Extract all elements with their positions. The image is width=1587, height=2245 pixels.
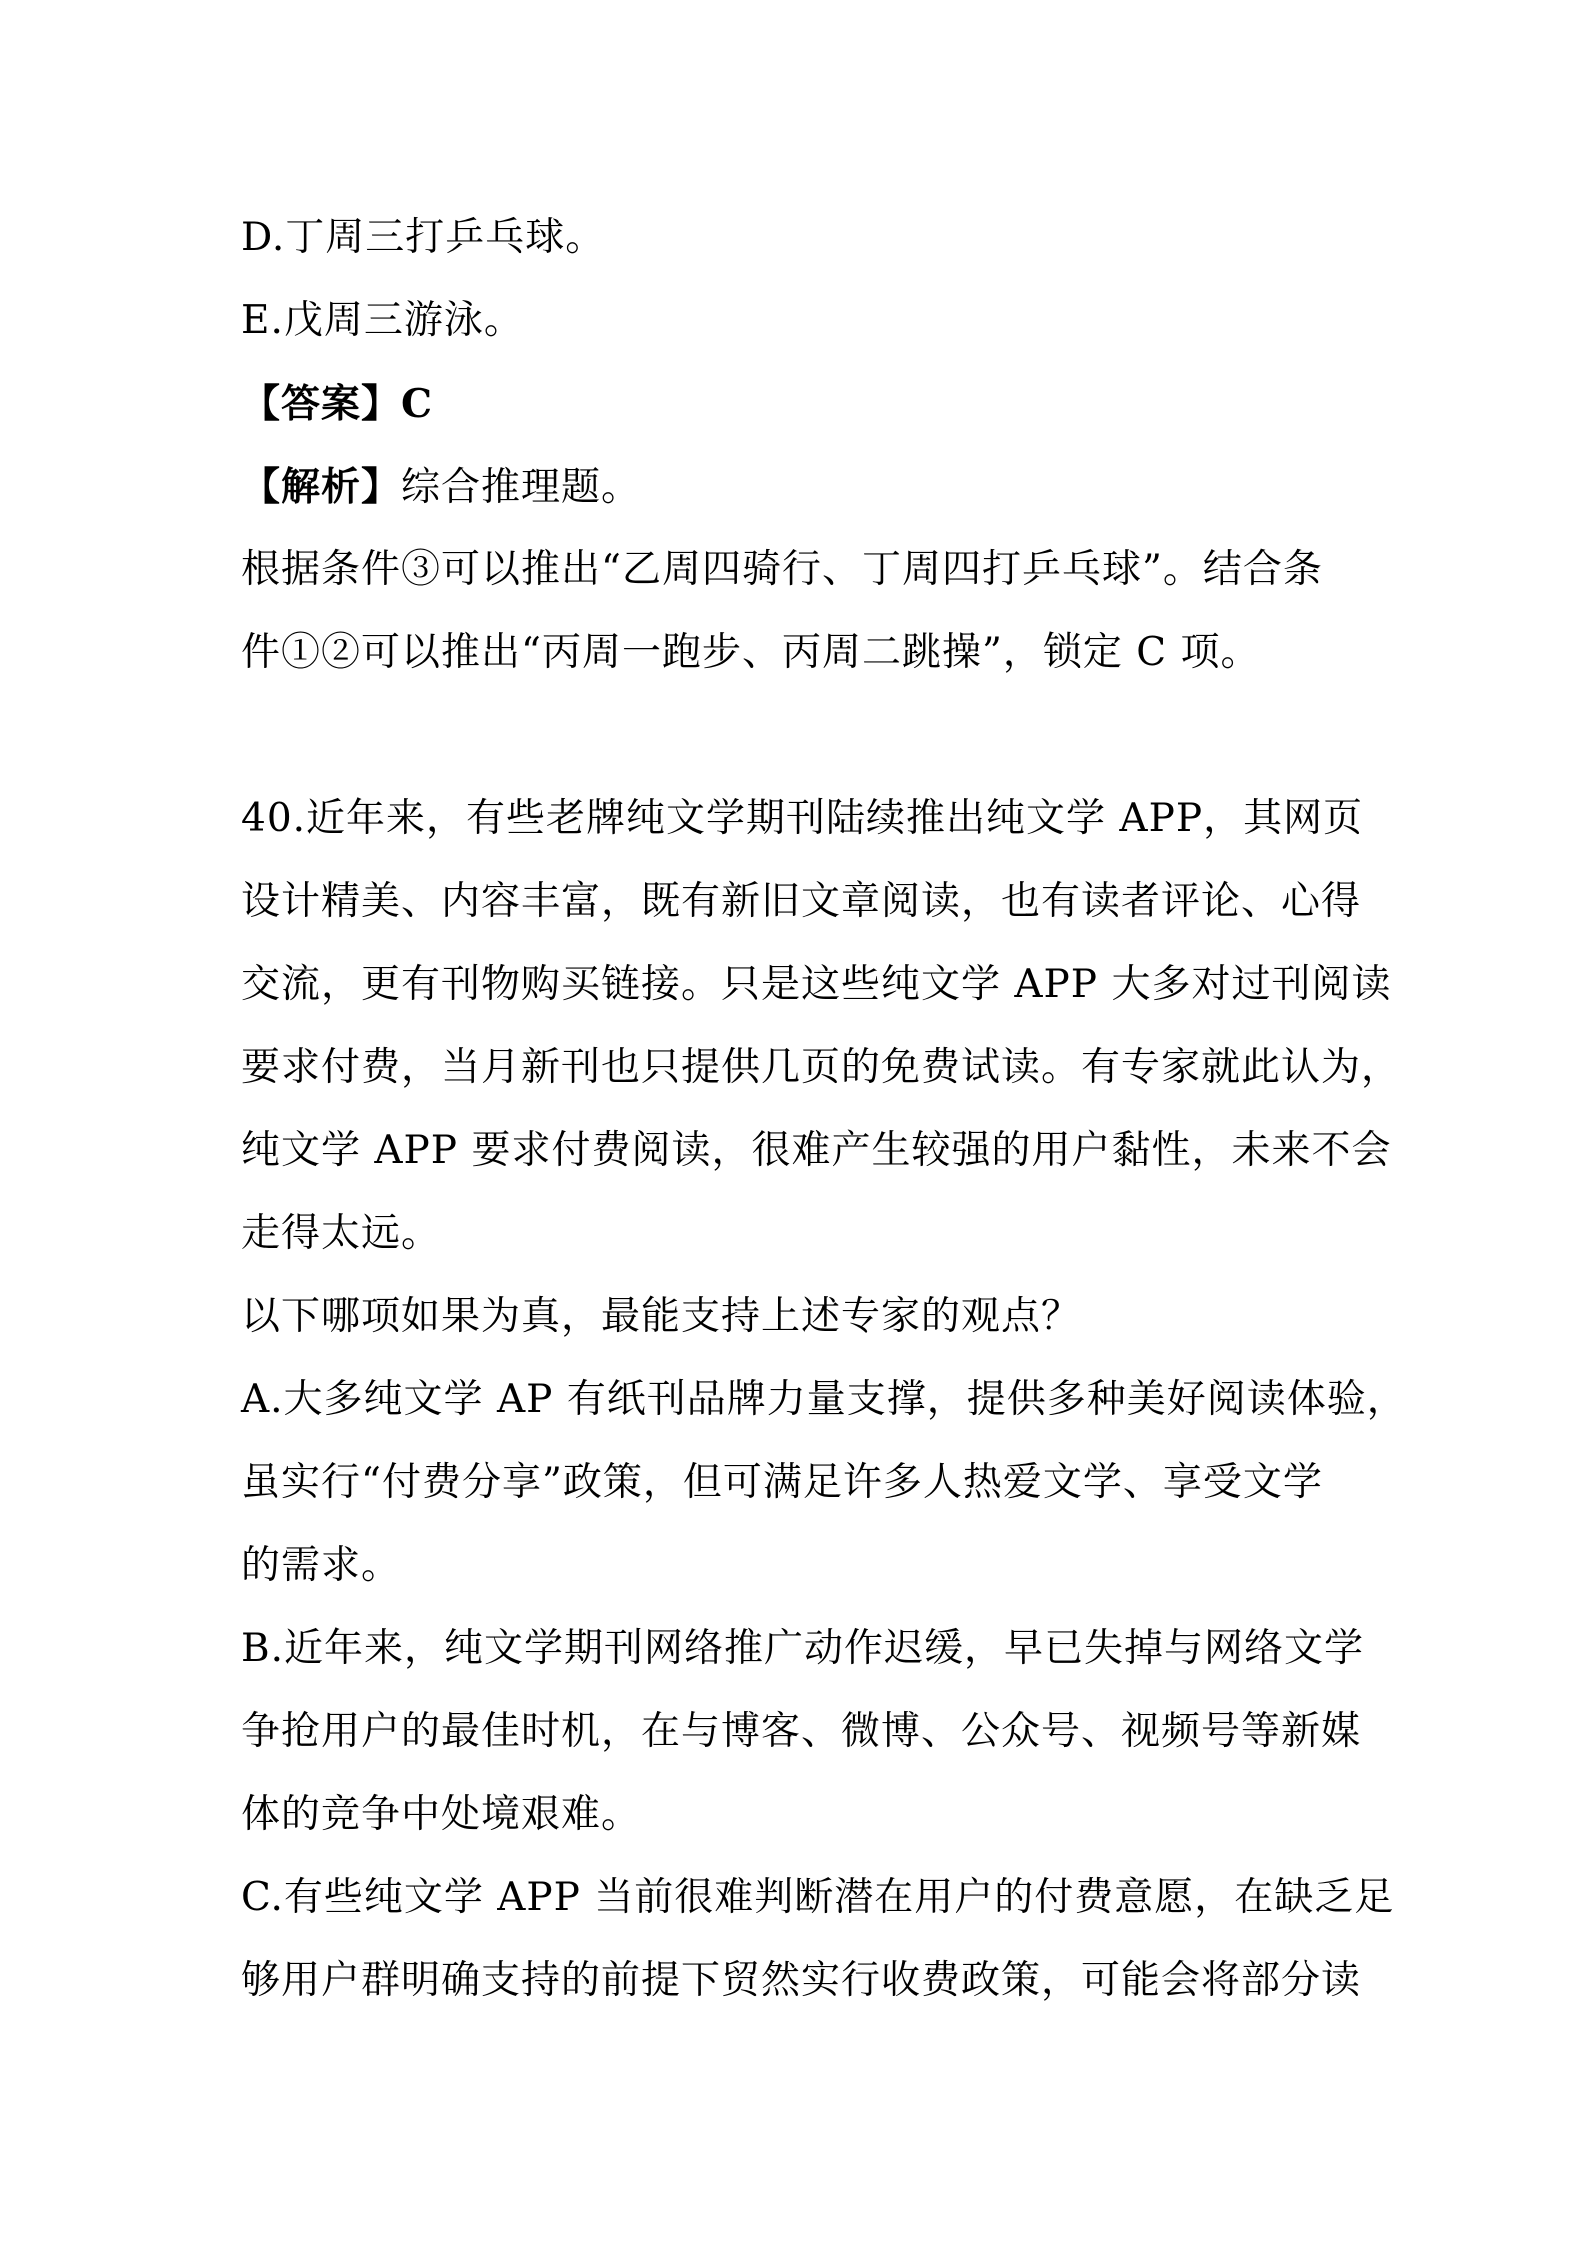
answer-line: [241, 379, 433, 430]
option-d: D.丁周三打乒乓球。: [241, 215, 606, 260]
option-a-line: A.大多纯文学 AP 有纸刊品牌力量支撑，提供多种美好阅读体验，: [241, 1377, 1407, 1422]
option-b-line: B.近年来，纯文学期刊网络推广动作迟缓，早已失掉与网络文学: [241, 1626, 1365, 1671]
question-stem-line: 40.近年来，有些老牌纯文学期刊陆续推出纯文学 APP，其网页: [241, 796, 1364, 841]
question-stem-line: 要求付费，当月新刊也只提供几页的免费试读。有专家就此认为，: [241, 1045, 1402, 1090]
option-c-line: 够用户群明确支持的前提下贸然实行收费政策，可能会将部分读: [241, 1958, 1362, 2003]
analysis-type: 综合推理题。: [401, 465, 642, 510]
analysis-text-line: 根据条件③可以推出“乙周四骑行、丁周四打乒乓球”。结合条: [241, 547, 1323, 592]
analysis-label: 【解析】: [241, 464, 402, 510]
option-e: E.戊周三游泳。: [241, 298, 524, 343]
question-stem-line: 走得太远。: [241, 1211, 442, 1256]
analysis-text-line: 件①②可以推出“丙周一跑步、丙周二跳操”，锁定 C 项。: [241, 630, 1261, 675]
option-c-line: C.有些纯文学 APP 当前很难判断潜在用户的付费意愿，在缺乏足: [241, 1875, 1395, 1920]
answer-value: C: [401, 381, 434, 427]
analysis-line: [241, 462, 641, 513]
question-stem-line: 纯文学 APP 要求付费阅读，很难产生较强的用户黏性，未来不会: [241, 1128, 1392, 1173]
question-stem-line: 设计精美、内容丰富，既有新旧文章阅读，也有读者评论、心得: [241, 879, 1362, 924]
option-a-line: 的需求。: [241, 1543, 402, 1588]
answer-label: 【答案】: [241, 381, 402, 427]
question-prompt: 以下哪项如果为真，最能支持上述专家的观点？: [241, 1294, 1082, 1339]
option-b-line: 争抢用户的最佳时机，在与博客、微博、公众号、视频号等新媒: [241, 1709, 1362, 1754]
option-b-line: 体的竞争中处境艰难。: [241, 1792, 642, 1837]
option-a-line: 虽实行“付费分享”政策，但可满足许多人热爱文学、享受文学: [241, 1460, 1323, 1505]
question-stem-line: 交流，更有刊物购买链接。只是这些纯文学 APP 大多对过刊阅读: [241, 962, 1392, 1007]
